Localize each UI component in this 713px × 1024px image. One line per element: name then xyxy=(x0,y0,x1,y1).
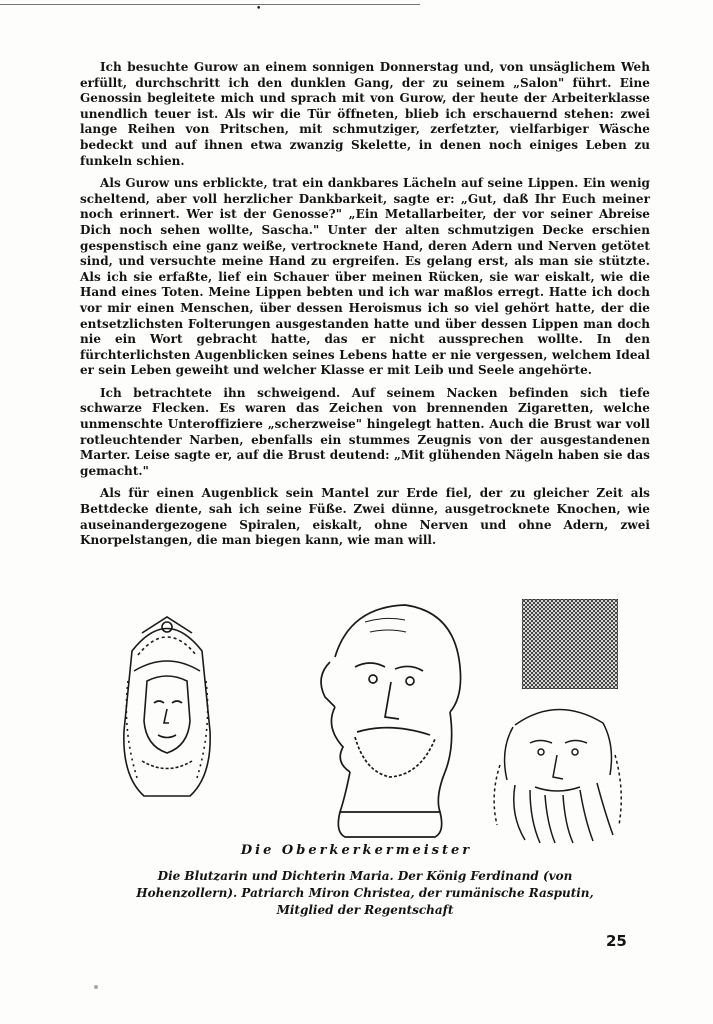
portrait-queen-maria xyxy=(102,611,232,801)
hatched-panel xyxy=(522,599,618,689)
body-text xyxy=(80,60,650,556)
paragraph: Ich betrachtete ihn schweigend. Auf seinem Nacken befinden sich tiefe schwarze Flecken. Es waren das Zeichen von brennenden Zigaretten, welche unmenschte Unteroffiziere „scherzweise" hingelegt hatten. Auch die Brust war voll rotleuchtender Narben, ebenfalls ein stummes Zeugnis von der ausgestandenen Marter. Leise sagte er, auf die Brust deutend: „Mit glühenden Nägeln haben sie das gemacht." xyxy=(80,385,650,478)
portrait-king-ferdinand xyxy=(295,597,470,842)
page-number: 25 xyxy=(606,932,627,950)
caption-text: Die Blutzarin und Dichterin Maria. Der König Ferdinand (von Hohenzollern). Patriarch Miron Christea, der rumänische Rasputin, Mitglied der Regentschaft xyxy=(136,869,594,917)
page-mark: • xyxy=(256,4,262,14)
paragraph: Ich besuchte Gurow an einem sonnigen Donnerstag und, von unsäglichem Weh erfüllt, durchschritt ich den dunklen Gang, der zu seinem „Salon" führt. Eine Genossin begleitete mich und sprach mit von Gurow, der heute der Arbeiterklasse unendlich teuer ist. Als wir die Tür öffneten, blieb ich erschauernd stehen: zwei lange Reihen von Pritschen, mit schmutziger, zerfetzter, vielfarbiger Wäsche bedeckt und auf ihnen etwa zwanzig Skelette, in denen noch einiges Leben zu funkeln schien. xyxy=(80,60,650,168)
caption-title: Die Oberkerkermeister xyxy=(240,843,473,858)
portrait-patriarch-miron xyxy=(485,695,630,845)
paragraph: Als Gurow uns erblickte, trat ein dankbares Lächeln auf seine Lippen. Ein wenig scheltend, aber voll herzlicher Dankbarkeit, sagte er: „Gut, daß Ihr Euch meiner noch erinnert. Wer ist der Genosse?" „Ein Metallarbeiter, der vor seiner Abreise Dich noch sehen wollte, Sascha." Unter der alten schmutzigen Decke erschien gespenstisch eine ganz weiße, vertrocknete Hand, deren Adern und Nerven getötet sind, und versuchte meine Hand zu ergreifen. Es gelang erst, als man sie stützte. Als ich sie erfaßte, lief ein Schauer über meinen Rücken, sie war eiskalt, wie die Hand eines Toten. Meine Lippen bebten und ich war maßlos erregt. Hatte ich doch vor mir einen Menschen, über dessen Heroismus ich so viel gehört hatte, der die entsetzlichsten Folterungen ausgestanden hatte und über dessen Lippen man doch nie ein Wort gebracht hatte, das er nicht aussprechen wollte. In den fürchterlichsten Augenblicken seines Lebens hatte er nie vergessen, welchem Ideal er sein Leben geweiht und welcher Klasse er mit Leib und Seele angehörte. xyxy=(80,176,650,378)
illustrations xyxy=(90,597,630,852)
paragraph: Als für einen Augenblick sein Mantel zur Erde fiel, der zu gleicher Zeit als Bettdecke diente, sah ich seine Füße. Zwei dünne, ausgetrocknete Knochen, wie auseinandergezogene Spiralen, eiskalt, ohne Nerven und ohne Adern, zwei Knorpelstangen, die man biegen kann, wie man will. xyxy=(80,486,650,548)
paper-speck xyxy=(94,985,98,989)
page-top-rule xyxy=(0,4,420,5)
